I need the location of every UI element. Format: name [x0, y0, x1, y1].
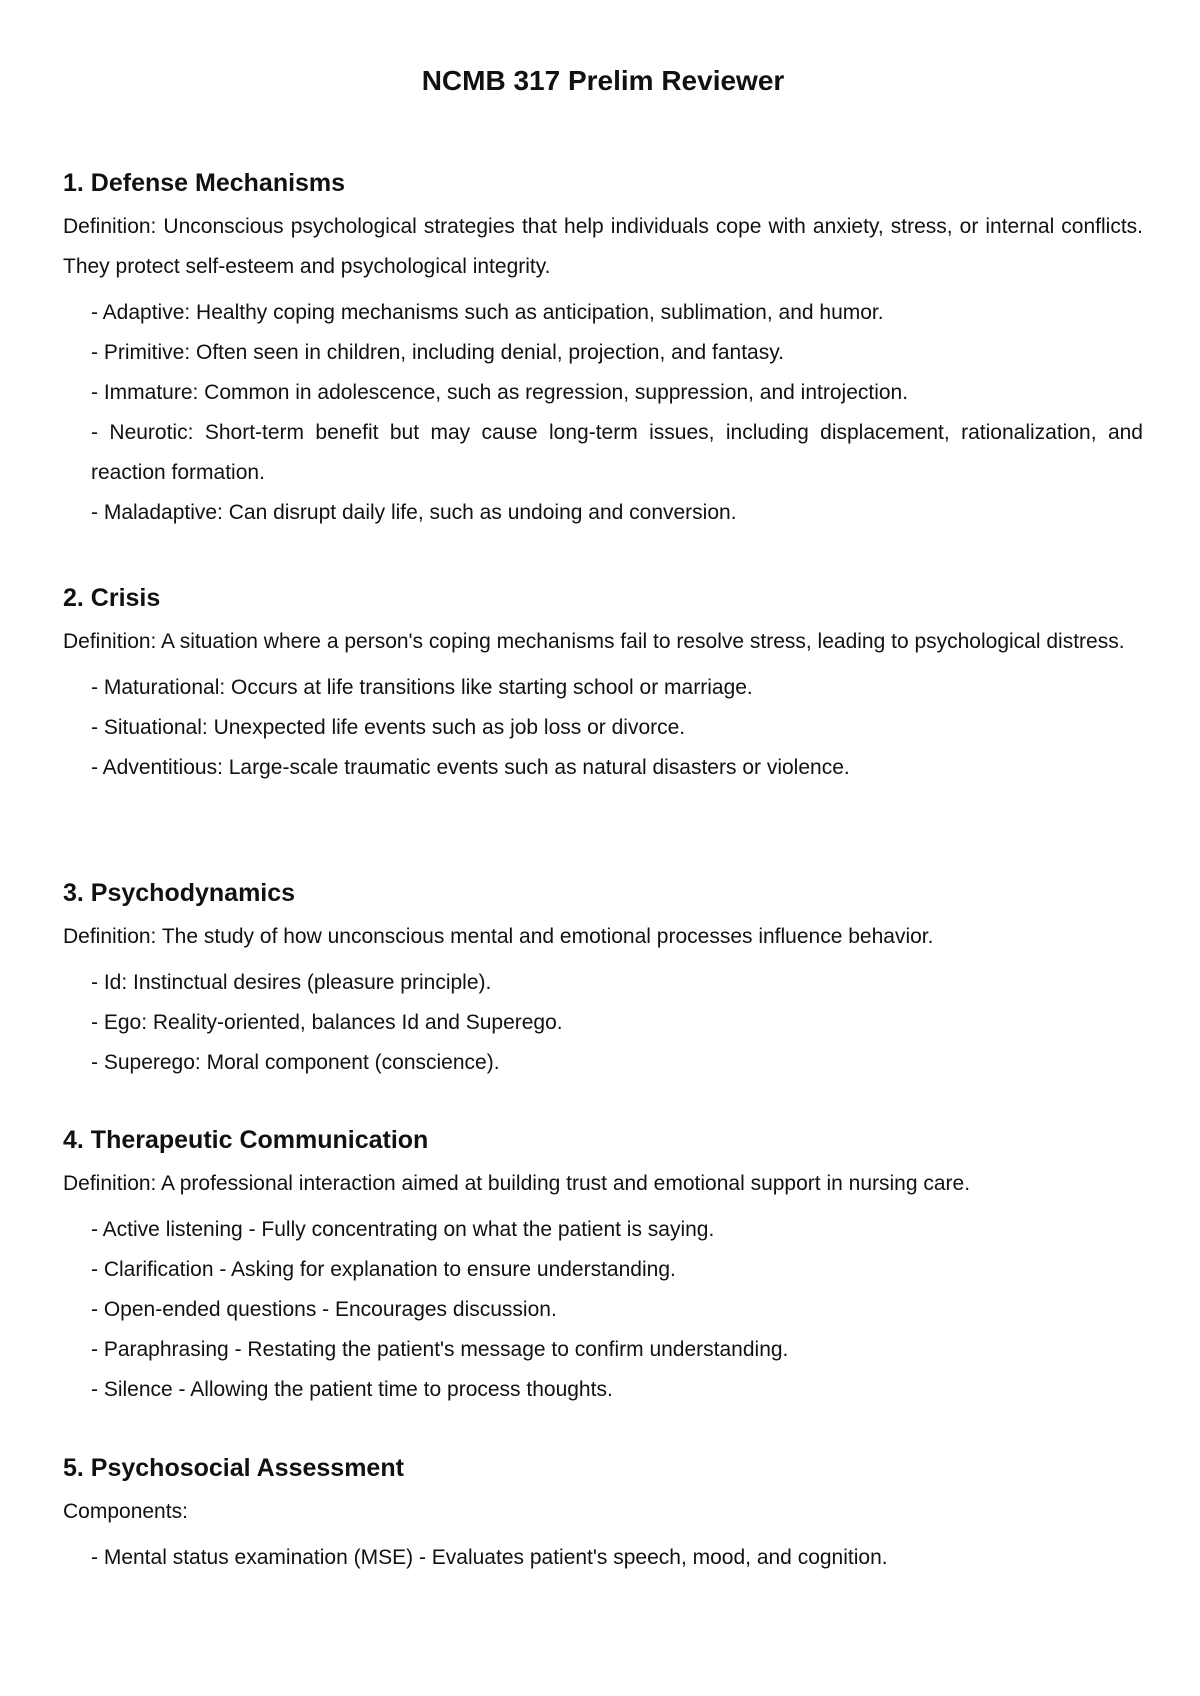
section-crisis	[63, 583, 1143, 788]
list-item: - Clarification - Asking for explanation to ensure understanding.	[91, 1258, 676, 1281]
section-heading: 4. Therapeutic Communication	[63, 1126, 429, 1154]
list-item: - Ego: Reality-oriented, balances Id and Superego.	[91, 1011, 563, 1034]
section-definition: Definition: A situation where a person's coping mechanisms fail to resolve stress, leading to psychological distress.	[63, 630, 1125, 653]
section-definition: Components:	[63, 1500, 188, 1523]
list-item: - Silence - Allowing the patient time to process thoughts.	[91, 1378, 613, 1401]
list-item: - Mental status examination (MSE) - Evaluates patient's speech, mood, and cognition.	[91, 1546, 888, 1569]
list-item: - Maladaptive: Can disrupt daily life, such as undoing and conversion.	[91, 501, 737, 524]
list-item: - Adventitious: Large-scale traumatic events such as natural disasters or violence.	[91, 756, 850, 779]
section-definition: Definition: Unconscious psychological strategies that help individuals cope with anxiety, stress, or internal conflicts. They protect self-esteem and psychological integrity.	[63, 215, 1143, 278]
section-therapeutic-communication	[63, 1125, 1143, 1410]
list-item: - Open-ended questions - Encourages discussion.	[91, 1298, 557, 1321]
list-item: - Primitive: Often seen in children, including denial, projection, and fantasy.	[91, 341, 784, 364]
list-item: - Immature: Common in adolescence, such as regression, suppression, and introjection.	[91, 381, 909, 404]
list-item: - Neurotic: Short-term benefit but may cause long-term issues, including displacement, rationalization, and reaction formation.	[91, 421, 1143, 484]
section-psychosocial-assessment	[63, 1453, 1143, 1578]
section-psychodynamics	[63, 878, 1143, 1083]
list-item: - Situational: Unexpected life events such as job loss or divorce.	[91, 716, 686, 739]
section-list	[63, 1538, 1143, 1578]
section-heading: 5. Psychosocial Assessment	[63, 1454, 404, 1482]
section-list	[63, 963, 1143, 1083]
section-definition: Definition: The study of how unconscious mental and emotional processes influence behavior.	[63, 925, 934, 948]
section-heading: 2. Crisis	[63, 584, 161, 612]
section-definition: Definition: A professional interaction aimed at building trust and emotional support in nursing care.	[63, 1172, 971, 1195]
document-title: NCMB 317 Prelim Reviewer	[421, 65, 785, 96]
section-list	[63, 668, 1143, 788]
list-item: - Id: Instinctual desires (pleasure principle).	[91, 971, 492, 994]
list-item: - Superego: Moral component (conscience).	[91, 1051, 500, 1074]
list-item: - Active listening - Fully concentrating on what the patient is saying.	[91, 1218, 715, 1241]
section-heading: 3. Psychodynamics	[63, 879, 296, 907]
list-item: - Paraphrasing - Restating the patient's message to confirm understanding.	[91, 1338, 789, 1361]
section-heading: 1. Defense Mechanisms	[63, 169, 346, 197]
list-item: - Maturational: Occurs at life transitions like starting school or marriage.	[91, 676, 753, 699]
section-list	[63, 293, 1143, 533]
section-list	[63, 1210, 1143, 1410]
section-defense-mechanisms	[63, 168, 1143, 533]
list-item: - Adaptive: Healthy coping mechanisms such as anticipation, sublimation, and humor.	[91, 301, 884, 324]
